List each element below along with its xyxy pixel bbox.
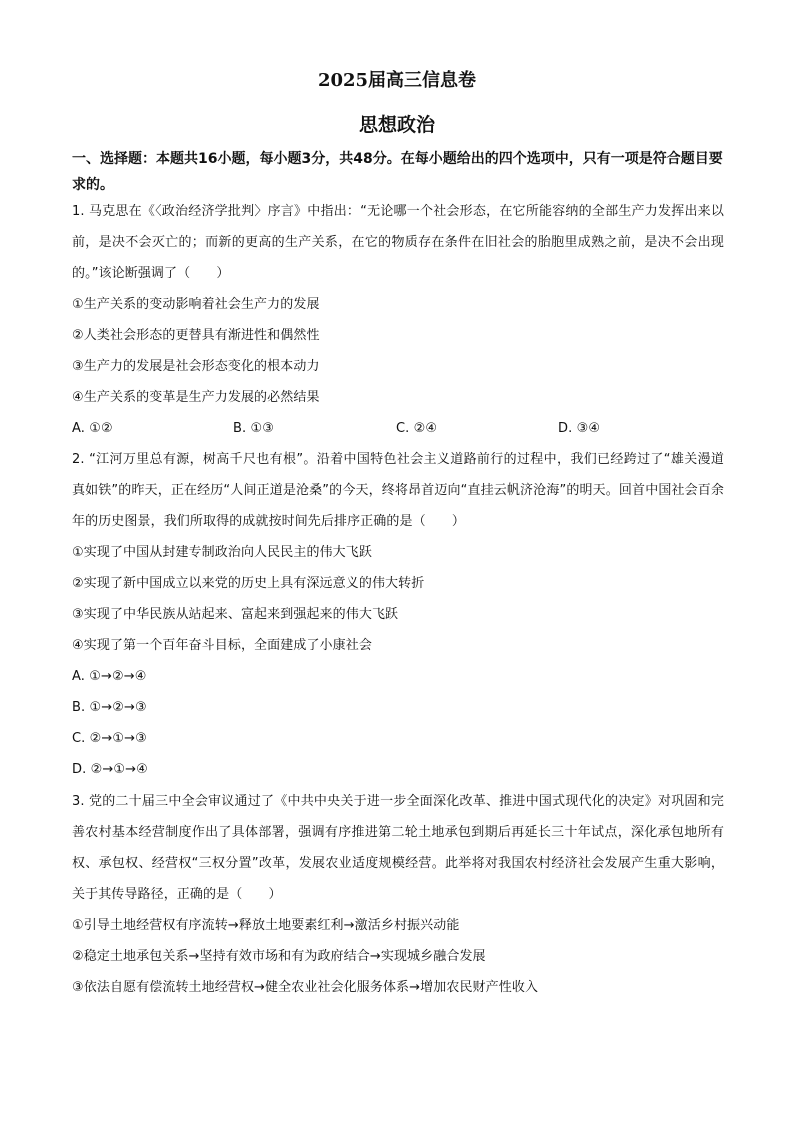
exam-title: 2025届高三信息卷 xyxy=(317,70,477,91)
question-stem: 3. 党的二十届三中全会审议通过了《中共中央关于进一步全面深化改革、推进中国式现代化的决定》对巩固和完善农村基本经营制度作出了具体部署，强调有序推进第二轮土地承包到期后再延长三十年试点，深化承包地所有权、承包权、经营权“三权分置”改革，发展农业适度规模经营。此举将对我国农村经济社会发展产生重大影响，关于其传导路径，正确的是（ ） xyxy=(72,794,724,902)
statement-option: ①生产关系的变动影响着社会生产力的发展 xyxy=(72,297,320,312)
choice-c[interactable]: C. ②④ xyxy=(396,421,438,436)
statement-option: ③实现了中华民族从站起来、富起来到强起来的伟大飞跃 xyxy=(72,607,399,622)
choice-a[interactable]: A. ①② xyxy=(72,421,113,436)
question-1 xyxy=(72,196,724,444)
choice-c[interactable]: C. ②→①→③ xyxy=(72,731,147,746)
statement-option: ③生产力的发展是社会形态变化的根本动力 xyxy=(72,359,320,374)
choice-d[interactable]: D. ③④ xyxy=(558,421,601,436)
statement-option: ①引导土地经营权有序流转→释放土地要素红利→激活乡村振兴动能 xyxy=(72,918,460,933)
statement-option: ④生产关系的变革是生产力发展的必然结果 xyxy=(72,390,320,405)
choice-b[interactable]: B. ①③ xyxy=(233,421,274,436)
statement-option: ①实现了中国从封建专制政治向人民民主的伟大飞跃 xyxy=(72,545,372,560)
subject-title: 思想政治 xyxy=(358,114,435,136)
statement-option: ②稳定土地承包关系→坚持有效市场和有为政府结合→实现城乡融合发展 xyxy=(72,949,486,964)
choice-b[interactable]: B. ①→②→③ xyxy=(72,700,147,715)
statement-option: ②实现了新中国成立以来党的历史上具有深远意义的伟大转折 xyxy=(72,576,425,591)
statement-option: ④实现了第一个百年奋斗目标，全面建成了小康社会 xyxy=(72,638,372,653)
question-3 xyxy=(72,786,724,1003)
question-stem: 1. 马克思在《〈政治经济学批判〉序言》中指出：“无论哪一个社会形态，在它所能容纳的全部生产力发挥出来以前，是决不会灭亡的；而新的更高的生产关系，在它的物质存在条件在旧社会的胎胞里成熟之前，是决不会出现的。”该论断强调了（ ） xyxy=(72,204,724,281)
section-heading: 一、选择题：本题共16小题，每小题3分，共48分。在每小题给出的四个选项中，只有一项是符合题目要求的。 xyxy=(72,151,723,193)
answer-choices xyxy=(72,413,724,444)
choice-d[interactable]: D. ②→①→④ xyxy=(72,762,148,777)
question-2 xyxy=(72,444,724,785)
statement-option: ②人类社会形态的更替具有渐进性和偶然性 xyxy=(72,328,320,343)
question-stem: 2. “江河万里总有源，树高千尺也有根”。沿着中国特色社会主义道路前行的过程中，我们已经跨过了“雄关漫道真如铁”的昨天，正在经历“人间正道是沧桑”的今天，终将昂首迈向“直挂云帆济沧海”的明天。回首中国社会百余年的历史图景，我们所取得的成就按时间先后排序正确的是（ ） xyxy=(72,452,724,529)
statement-option: ③依法自愿有偿流转土地经营权→健全农业社会化服务体系→增加农民财产性收入 xyxy=(72,980,539,995)
choice-a[interactable]: A. ①→②→④ xyxy=(72,669,147,684)
